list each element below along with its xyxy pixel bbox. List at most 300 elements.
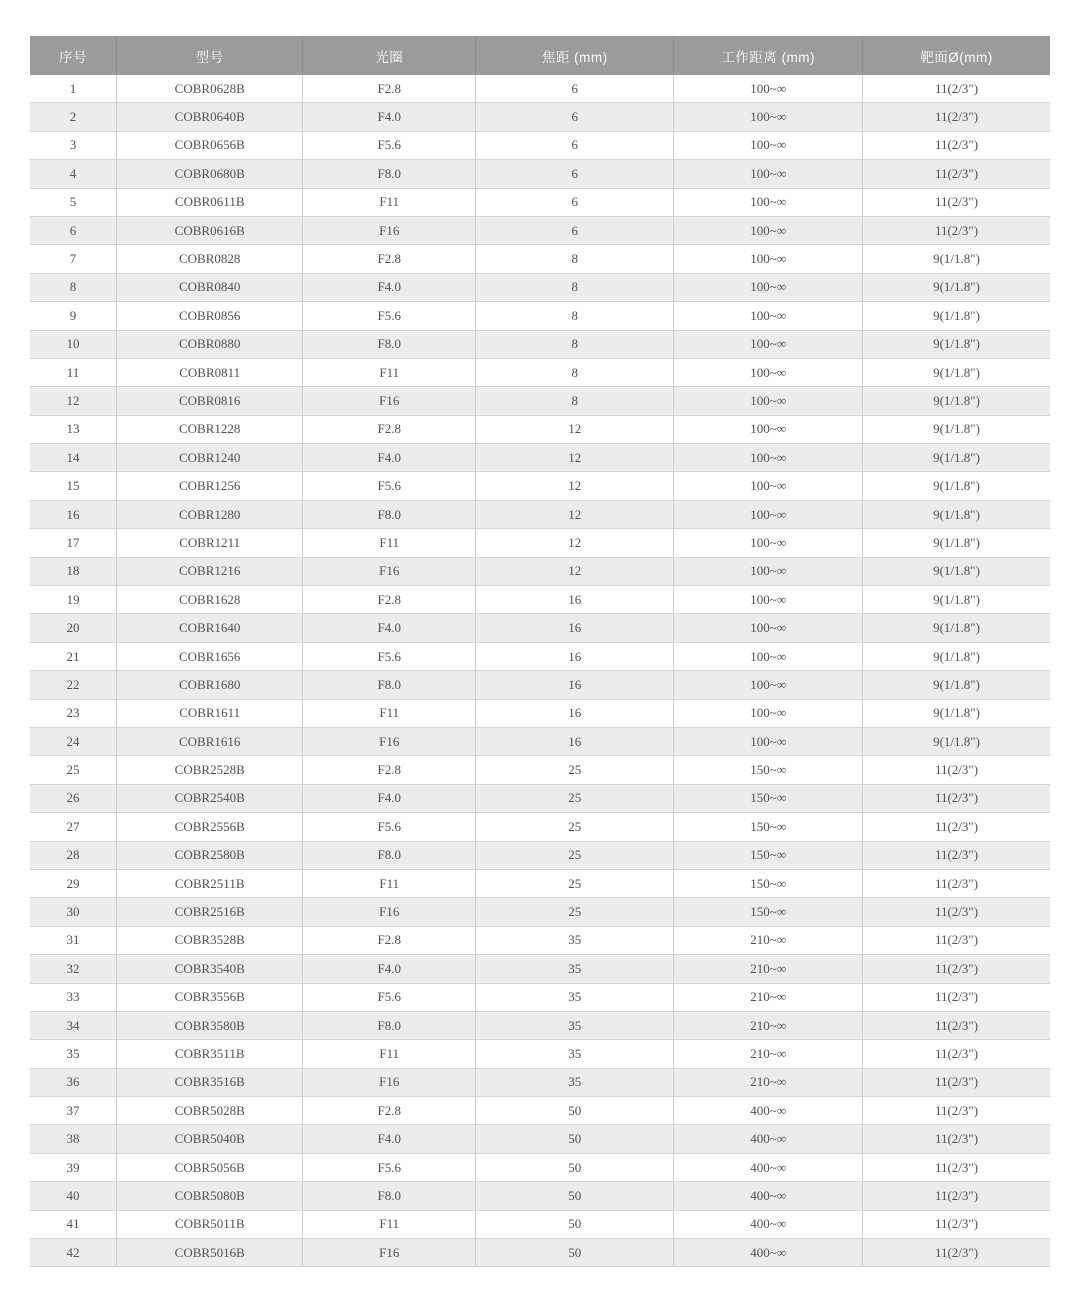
cell-focal-length: 16 [476, 671, 674, 699]
cell-aperture: F8.0 [303, 330, 476, 358]
cell-aperture: F4.0 [303, 444, 476, 472]
cell-sensor-size: 9(1/1.8") [862, 529, 1050, 557]
table-row [30, 813, 1050, 841]
cell-index: 2 [30, 103, 116, 131]
cell-index: 15 [30, 472, 116, 500]
cell-sensor-size: 11(2/3") [862, 841, 1050, 869]
cell-aperture: F2.8 [303, 75, 476, 103]
cell-index: 10 [30, 330, 116, 358]
cell-model: COBR3511B [116, 1040, 302, 1068]
cell-index: 42 [30, 1239, 116, 1267]
cell-focal-length: 8 [476, 358, 674, 386]
cell-model: COBR1228 [116, 415, 302, 443]
cell-sensor-size: 9(1/1.8") [862, 273, 1050, 301]
cell-working-distance: 100~∞ [674, 671, 863, 699]
cell-working-distance: 100~∞ [674, 216, 863, 244]
cell-aperture: F11 [303, 1040, 476, 1068]
cell-sensor-size: 11(2/3") [862, 955, 1050, 983]
cell-focal-length: 35 [476, 926, 674, 954]
cell-model: COBR0811 [116, 358, 302, 386]
cell-model: COBR2511B [116, 869, 302, 897]
table-row [30, 841, 1050, 869]
cell-focal-length: 12 [476, 472, 674, 500]
cell-aperture: F4.0 [303, 273, 476, 301]
cell-index: 18 [30, 557, 116, 585]
cell-aperture: F5.6 [303, 642, 476, 670]
cell-index: 39 [30, 1153, 116, 1181]
cell-aperture: F16 [303, 1068, 476, 1096]
table-row [30, 1239, 1050, 1267]
cell-model: COBR0880 [116, 330, 302, 358]
cell-aperture: F4.0 [303, 784, 476, 812]
cell-model: COBR1616 [116, 727, 302, 755]
cell-index: 28 [30, 841, 116, 869]
cell-model: COBR1611 [116, 699, 302, 727]
header-working-distance: 工作距离 (mm) [674, 36, 863, 75]
cell-working-distance: 210~∞ [674, 1068, 863, 1096]
cell-sensor-size: 11(2/3") [862, 75, 1050, 103]
cell-sensor-size: 9(1/1.8") [862, 727, 1050, 755]
cell-sensor-size: 11(2/3") [862, 1210, 1050, 1238]
cell-working-distance: 150~∞ [674, 898, 863, 926]
table-row [30, 784, 1050, 812]
table-row [30, 671, 1050, 699]
cell-model: COBR0840 [116, 273, 302, 301]
cell-model: COBR0816 [116, 387, 302, 415]
cell-working-distance: 150~∞ [674, 841, 863, 869]
lens-spec-table [30, 36, 1050, 1267]
cell-focal-length: 16 [476, 727, 674, 755]
table-row [30, 1011, 1050, 1039]
cell-focal-length: 50 [476, 1182, 674, 1210]
cell-model: COBR0628B [116, 75, 302, 103]
cell-working-distance: 100~∞ [674, 586, 863, 614]
cell-focal-length: 6 [476, 103, 674, 131]
cell-sensor-size: 11(2/3") [862, 1040, 1050, 1068]
table-header [30, 36, 1050, 75]
cell-working-distance: 150~∞ [674, 756, 863, 784]
cell-model: COBR1628 [116, 586, 302, 614]
cell-working-distance: 400~∞ [674, 1210, 863, 1238]
cell-aperture: F2.8 [303, 415, 476, 443]
cell-aperture: F4.0 [303, 103, 476, 131]
cell-sensor-size: 9(1/1.8") [862, 387, 1050, 415]
cell-sensor-size: 11(2/3") [862, 813, 1050, 841]
table-row [30, 898, 1050, 926]
cell-sensor-size: 9(1/1.8") [862, 671, 1050, 699]
header-row [30, 36, 1050, 75]
table-row [30, 472, 1050, 500]
cell-index: 30 [30, 898, 116, 926]
cell-aperture: F11 [303, 699, 476, 727]
cell-sensor-size: 11(2/3") [862, 869, 1050, 897]
cell-working-distance: 100~∞ [674, 302, 863, 330]
cell-model: COBR1280 [116, 500, 302, 528]
table-row [30, 756, 1050, 784]
table-row [30, 983, 1050, 1011]
cell-index: 19 [30, 586, 116, 614]
cell-model: COBR5028B [116, 1097, 302, 1125]
cell-sensor-size: 9(1/1.8") [862, 358, 1050, 386]
cell-model: COBR5056B [116, 1153, 302, 1181]
cell-index: 9 [30, 302, 116, 330]
cell-model: COBR5040B [116, 1125, 302, 1153]
cell-working-distance: 100~∞ [674, 529, 863, 557]
table-row [30, 216, 1050, 244]
cell-sensor-size: 9(1/1.8") [862, 699, 1050, 727]
cell-sensor-size: 9(1/1.8") [862, 302, 1050, 330]
cell-focal-length: 12 [476, 500, 674, 528]
cell-model: COBR1240 [116, 444, 302, 472]
cell-model: COBR3556B [116, 983, 302, 1011]
cell-aperture: F16 [303, 1239, 476, 1267]
cell-focal-length: 12 [476, 557, 674, 585]
cell-aperture: F5.6 [303, 983, 476, 1011]
cell-focal-length: 8 [476, 330, 674, 358]
table-row [30, 444, 1050, 472]
cell-working-distance: 400~∞ [674, 1153, 863, 1181]
cell-aperture: F8.0 [303, 500, 476, 528]
cell-model: COBR0828 [116, 245, 302, 273]
cell-index: 25 [30, 756, 116, 784]
cell-model: COBR3528B [116, 926, 302, 954]
cell-working-distance: 210~∞ [674, 926, 863, 954]
cell-model: COBR5011B [116, 1210, 302, 1238]
cell-aperture: F11 [303, 188, 476, 216]
table-row [30, 358, 1050, 386]
cell-working-distance: 100~∞ [674, 330, 863, 358]
cell-aperture: F4.0 [303, 614, 476, 642]
cell-model: COBR1256 [116, 472, 302, 500]
cell-index: 7 [30, 245, 116, 273]
table-row [30, 586, 1050, 614]
cell-index: 8 [30, 273, 116, 301]
table-row [30, 160, 1050, 188]
cell-index: 12 [30, 387, 116, 415]
cell-working-distance: 210~∞ [674, 955, 863, 983]
cell-model: COBR2540B [116, 784, 302, 812]
cell-focal-length: 16 [476, 586, 674, 614]
cell-index: 32 [30, 955, 116, 983]
cell-model: COBR0680B [116, 160, 302, 188]
cell-sensor-size: 11(2/3") [862, 1068, 1050, 1096]
cell-index: 22 [30, 671, 116, 699]
cell-working-distance: 400~∞ [674, 1125, 863, 1153]
table-row [30, 273, 1050, 301]
cell-index: 11 [30, 358, 116, 386]
cell-aperture: F5.6 [303, 472, 476, 500]
cell-focal-length: 12 [476, 415, 674, 443]
cell-focal-length: 50 [476, 1097, 674, 1125]
cell-focal-length: 50 [476, 1153, 674, 1181]
cell-aperture: F8.0 [303, 1182, 476, 1210]
cell-model: COBR1680 [116, 671, 302, 699]
cell-index: 3 [30, 131, 116, 159]
cell-sensor-size: 11(2/3") [862, 131, 1050, 159]
cell-aperture: F4.0 [303, 955, 476, 983]
cell-working-distance: 100~∞ [674, 103, 863, 131]
cell-aperture: F5.6 [303, 813, 476, 841]
cell-aperture: F8.0 [303, 1011, 476, 1039]
cell-aperture: F16 [303, 898, 476, 926]
cell-working-distance: 100~∞ [674, 188, 863, 216]
cell-sensor-size: 11(2/3") [862, 1182, 1050, 1210]
cell-focal-length: 6 [476, 131, 674, 159]
cell-index: 4 [30, 160, 116, 188]
cell-aperture: F16 [303, 387, 476, 415]
cell-sensor-size: 9(1/1.8") [862, 245, 1050, 273]
cell-model: COBR2556B [116, 813, 302, 841]
cell-model: COBR0656B [116, 131, 302, 159]
cell-working-distance: 210~∞ [674, 983, 863, 1011]
cell-working-distance: 400~∞ [674, 1097, 863, 1125]
cell-focal-length: 16 [476, 642, 674, 670]
cell-working-distance: 100~∞ [674, 642, 863, 670]
cell-model: COBR3516B [116, 1068, 302, 1096]
table-row [30, 926, 1050, 954]
cell-index: 29 [30, 869, 116, 897]
cell-working-distance: 100~∞ [674, 500, 863, 528]
table-row [30, 387, 1050, 415]
cell-sensor-size: 11(2/3") [862, 1011, 1050, 1039]
table-row [30, 1068, 1050, 1096]
table-row [30, 302, 1050, 330]
cell-sensor-size: 11(2/3") [862, 188, 1050, 216]
cell-index: 37 [30, 1097, 116, 1125]
cell-index: 1 [30, 75, 116, 103]
cell-aperture: F2.8 [303, 586, 476, 614]
cell-focal-length: 6 [476, 75, 674, 103]
cell-aperture: F8.0 [303, 841, 476, 869]
cell-working-distance: 100~∞ [674, 699, 863, 727]
cell-sensor-size: 9(1/1.8") [862, 500, 1050, 528]
cell-model: COBR5016B [116, 1239, 302, 1267]
table-row [30, 699, 1050, 727]
cell-index: 41 [30, 1210, 116, 1238]
cell-working-distance: 150~∞ [674, 784, 863, 812]
cell-sensor-size: 11(2/3") [862, 160, 1050, 188]
cell-model: COBR0611B [116, 188, 302, 216]
cell-focal-length: 8 [476, 273, 674, 301]
cell-working-distance: 210~∞ [674, 1040, 863, 1068]
cell-model: COBR2516B [116, 898, 302, 926]
cell-index: 6 [30, 216, 116, 244]
cell-index: 31 [30, 926, 116, 954]
cell-index: 23 [30, 699, 116, 727]
table-row [30, 245, 1050, 273]
cell-working-distance: 100~∞ [674, 557, 863, 585]
table-row [30, 1153, 1050, 1181]
cell-aperture: F5.6 [303, 131, 476, 159]
cell-aperture: F11 [303, 1210, 476, 1238]
cell-working-distance: 100~∞ [674, 387, 863, 415]
cell-index: 26 [30, 784, 116, 812]
table-row [30, 415, 1050, 443]
cell-aperture: F11 [303, 358, 476, 386]
cell-sensor-size: 11(2/3") [862, 216, 1050, 244]
cell-index: 24 [30, 727, 116, 755]
cell-focal-length: 6 [476, 160, 674, 188]
cell-working-distance: 400~∞ [674, 1239, 863, 1267]
cell-sensor-size: 11(2/3") [862, 103, 1050, 131]
cell-focal-length: 50 [476, 1239, 674, 1267]
cell-sensor-size: 11(2/3") [862, 1125, 1050, 1153]
cell-focal-length: 35 [476, 1011, 674, 1039]
cell-working-distance: 150~∞ [674, 813, 863, 841]
header-focal-length: 焦距 (mm) [476, 36, 674, 75]
cell-model: COBR0616B [116, 216, 302, 244]
cell-index: 13 [30, 415, 116, 443]
cell-index: 27 [30, 813, 116, 841]
cell-sensor-size: 9(1/1.8") [862, 472, 1050, 500]
table-row [30, 614, 1050, 642]
cell-focal-length: 35 [476, 1040, 674, 1068]
cell-focal-length: 50 [476, 1125, 674, 1153]
cell-aperture: F8.0 [303, 160, 476, 188]
cell-working-distance: 100~∞ [674, 614, 863, 642]
cell-sensor-size: 9(1/1.8") [862, 444, 1050, 472]
cell-model: COBR3540B [116, 955, 302, 983]
cell-sensor-size: 9(1/1.8") [862, 642, 1050, 670]
table-row [30, 869, 1050, 897]
cell-focal-length: 25 [476, 784, 674, 812]
table-row [30, 1182, 1050, 1210]
cell-working-distance: 100~∞ [674, 358, 863, 386]
cell-index: 33 [30, 983, 116, 1011]
cell-aperture: F8.0 [303, 671, 476, 699]
cell-aperture: F16 [303, 557, 476, 585]
header-sensor-size: 靶面Ø(mm) [862, 36, 1050, 75]
cell-working-distance: 150~∞ [674, 869, 863, 897]
table-row [30, 1097, 1050, 1125]
cell-working-distance: 400~∞ [674, 1182, 863, 1210]
cell-working-distance: 100~∞ [674, 472, 863, 500]
cell-model: COBR1656 [116, 642, 302, 670]
cell-focal-length: 35 [476, 983, 674, 1011]
cell-focal-length: 12 [476, 444, 674, 472]
table-row [30, 500, 1050, 528]
cell-index: 21 [30, 642, 116, 670]
cell-model: COBR0856 [116, 302, 302, 330]
cell-aperture: F2.8 [303, 756, 476, 784]
cell-sensor-size: 9(1/1.8") [862, 415, 1050, 443]
cell-aperture: F2.8 [303, 926, 476, 954]
cell-sensor-size: 11(2/3") [862, 1097, 1050, 1125]
cell-aperture: F11 [303, 869, 476, 897]
cell-sensor-size: 9(1/1.8") [862, 330, 1050, 358]
table-row [30, 642, 1050, 670]
cell-focal-length: 25 [476, 841, 674, 869]
cell-focal-length: 6 [476, 188, 674, 216]
cell-index: 36 [30, 1068, 116, 1096]
cell-index: 38 [30, 1125, 116, 1153]
cell-index: 14 [30, 444, 116, 472]
table-row [30, 188, 1050, 216]
header-model: 型号 [116, 36, 302, 75]
cell-index: 35 [30, 1040, 116, 1068]
cell-working-distance: 100~∞ [674, 245, 863, 273]
cell-index: 17 [30, 529, 116, 557]
table-body [30, 75, 1050, 1267]
cell-sensor-size: 11(2/3") [862, 756, 1050, 784]
cell-focal-length: 8 [476, 302, 674, 330]
cell-model: COBR1640 [116, 614, 302, 642]
table-row [30, 557, 1050, 585]
cell-focal-length: 25 [476, 869, 674, 897]
cell-index: 34 [30, 1011, 116, 1039]
cell-model: COBR5080B [116, 1182, 302, 1210]
table-row [30, 1040, 1050, 1068]
cell-focal-length: 25 [476, 813, 674, 841]
table-row [30, 131, 1050, 159]
cell-focal-length: 50 [476, 1210, 674, 1238]
cell-aperture: F11 [303, 529, 476, 557]
cell-working-distance: 100~∞ [674, 273, 863, 301]
table-row [30, 1210, 1050, 1238]
cell-index: 16 [30, 500, 116, 528]
cell-model: COBR1216 [116, 557, 302, 585]
cell-working-distance: 100~∞ [674, 444, 863, 472]
cell-aperture: F5.6 [303, 302, 476, 330]
cell-working-distance: 100~∞ [674, 75, 863, 103]
cell-aperture: F5.6 [303, 1153, 476, 1181]
cell-model: COBR0640B [116, 103, 302, 131]
header-aperture: 光圈 [303, 36, 476, 75]
cell-focal-length: 12 [476, 529, 674, 557]
cell-sensor-size: 11(2/3") [862, 1239, 1050, 1267]
header-index: 序号 [30, 36, 116, 75]
cell-index: 40 [30, 1182, 116, 1210]
cell-working-distance: 100~∞ [674, 160, 863, 188]
cell-focal-length: 16 [476, 699, 674, 727]
cell-sensor-size: 11(2/3") [862, 926, 1050, 954]
cell-aperture: F16 [303, 727, 476, 755]
cell-focal-length: 35 [476, 1068, 674, 1096]
cell-focal-length: 6 [476, 216, 674, 244]
cell-sensor-size: 11(2/3") [862, 784, 1050, 812]
table-row [30, 75, 1050, 103]
table-row [30, 955, 1050, 983]
cell-working-distance: 100~∞ [674, 415, 863, 443]
cell-aperture: F4.0 [303, 1125, 476, 1153]
cell-sensor-size: 9(1/1.8") [862, 586, 1050, 614]
cell-focal-length: 16 [476, 614, 674, 642]
cell-model: COBR3580B [116, 1011, 302, 1039]
cell-sensor-size: 11(2/3") [862, 1153, 1050, 1181]
cell-sensor-size: 9(1/1.8") [862, 557, 1050, 585]
cell-focal-length: 35 [476, 955, 674, 983]
cell-focal-length: 8 [476, 387, 674, 415]
cell-focal-length: 8 [476, 245, 674, 273]
cell-aperture: F2.8 [303, 245, 476, 273]
cell-sensor-size: 11(2/3") [862, 983, 1050, 1011]
cell-working-distance: 100~∞ [674, 727, 863, 755]
table-row [30, 330, 1050, 358]
table-row [30, 529, 1050, 557]
table-row [30, 727, 1050, 755]
table-row [30, 1125, 1050, 1153]
cell-model: COBR2528B [116, 756, 302, 784]
cell-sensor-size: 11(2/3") [862, 898, 1050, 926]
cell-index: 5 [30, 188, 116, 216]
cell-model: COBR2580B [116, 841, 302, 869]
cell-index: 20 [30, 614, 116, 642]
cell-model: COBR1211 [116, 529, 302, 557]
cell-focal-length: 25 [476, 898, 674, 926]
cell-working-distance: 100~∞ [674, 131, 863, 159]
cell-aperture: F2.8 [303, 1097, 476, 1125]
cell-sensor-size: 9(1/1.8") [862, 614, 1050, 642]
